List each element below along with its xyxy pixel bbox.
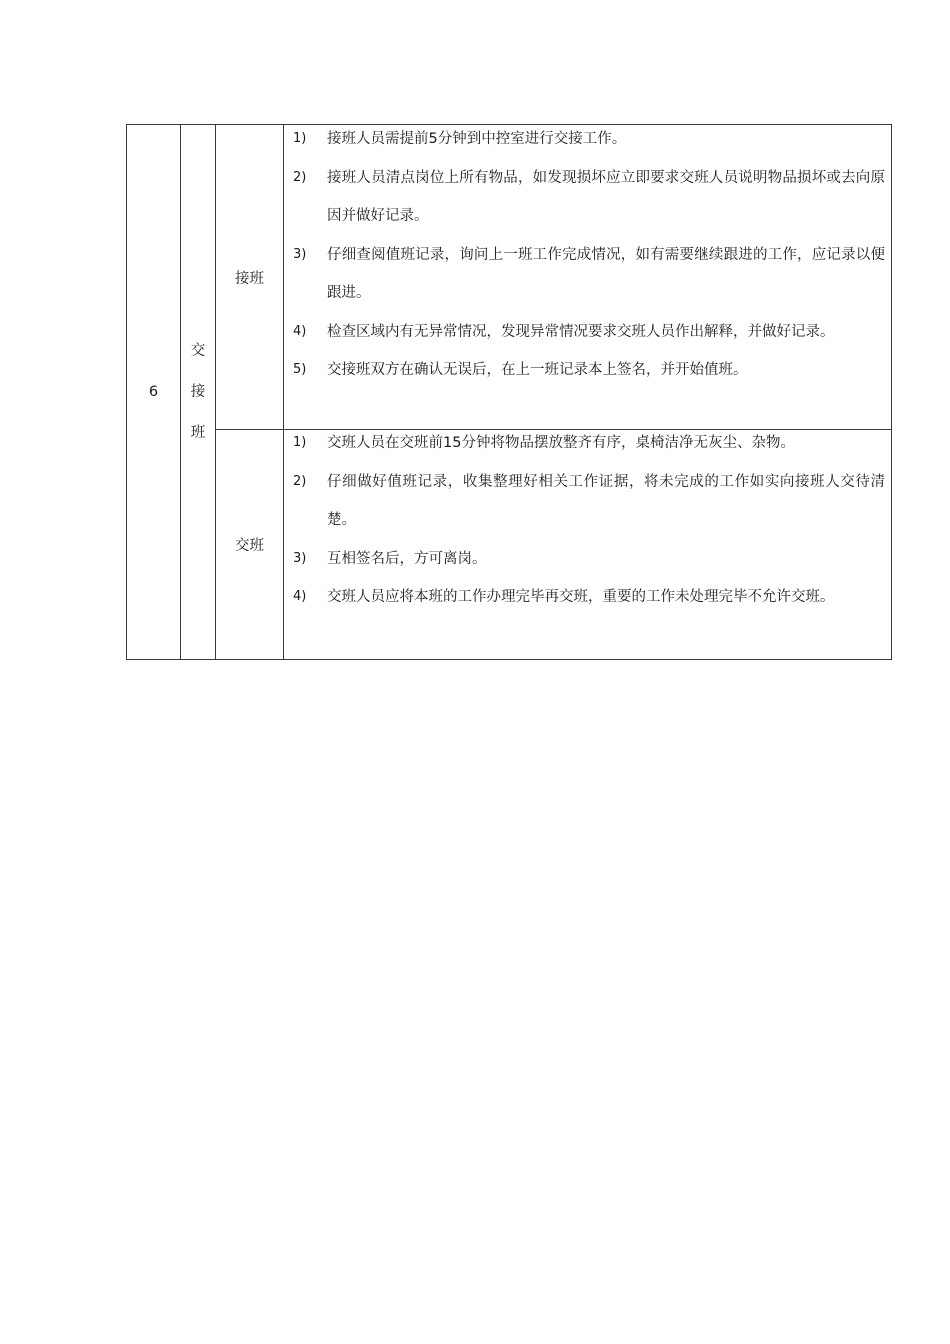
item-text: 检查区域内有无异常情况，发现异常情况要求交班人员作出解释，并做好记录。	[327, 323, 835, 340]
item-text: 仔细查阅值班记录，询问上一班工作完成情况，如有需要继续跟进的工作，应记录以便跟进。	[327, 246, 885, 301]
table-row	[127, 430, 892, 660]
item-text: 接班人员需提前5分钟到中控室进行交接工作。	[327, 131, 627, 147]
item-number: 1)	[293, 131, 307, 146]
item-number: 2)	[293, 169, 307, 185]
item-number: 3)	[293, 550, 307, 566]
item-number: 4)	[293, 589, 307, 604]
item-number: 1)	[293, 435, 307, 450]
section-name-cell	[216, 430, 284, 660]
item-number: 4)	[293, 323, 307, 339]
list-item	[284, 120, 891, 159]
item-text: 接班人员清点岗位上所有物品，如发现损坏应立即要求交班人员说明物品损坏或去向原因并做好记录。	[327, 169, 885, 224]
section-name: 交班	[235, 538, 264, 554]
list-item	[284, 351, 891, 390]
item-text: 交班人员在交班前15分钟将物品摆放整齐有序，桌椅洁净无灰尘、杂物。	[327, 435, 795, 451]
section-name: 接班	[235, 270, 264, 287]
section-content-cell	[284, 125, 892, 430]
section-name-cell	[216, 125, 284, 430]
section-content-cell	[284, 430, 892, 660]
table-row	[127, 125, 892, 430]
list-item	[284, 236, 891, 313]
list-item	[284, 463, 891, 540]
item-text: 交接班双方在确认无误后，在上一班记录本上签名，并开始值班。	[327, 362, 748, 378]
item-text: 交班人员应将本班的工作办理完毕再交班，重要的工作未处理完毕不允许交班。	[327, 589, 835, 605]
category-label: 交接班	[190, 342, 206, 441]
item-number: 5)	[293, 362, 307, 377]
list-item	[284, 540, 891, 579]
item-text: 仔细做好值班记录，收集整理好相关工作证据，将未完成的工作如实向接班人交待清楚。	[327, 473, 885, 528]
row-number: 6	[148, 384, 159, 400]
list-item	[284, 424, 891, 463]
list-item	[284, 578, 891, 617]
row-number-cell	[127, 125, 181, 660]
procedure-table	[126, 124, 892, 660]
item-number: 3)	[293, 246, 307, 262]
list-item	[284, 159, 891, 236]
list-item	[284, 313, 891, 352]
item-number: 2)	[293, 473, 307, 489]
item-text: 互相签名后，方可离岗。	[327, 550, 487, 567]
category-cell	[181, 125, 216, 660]
